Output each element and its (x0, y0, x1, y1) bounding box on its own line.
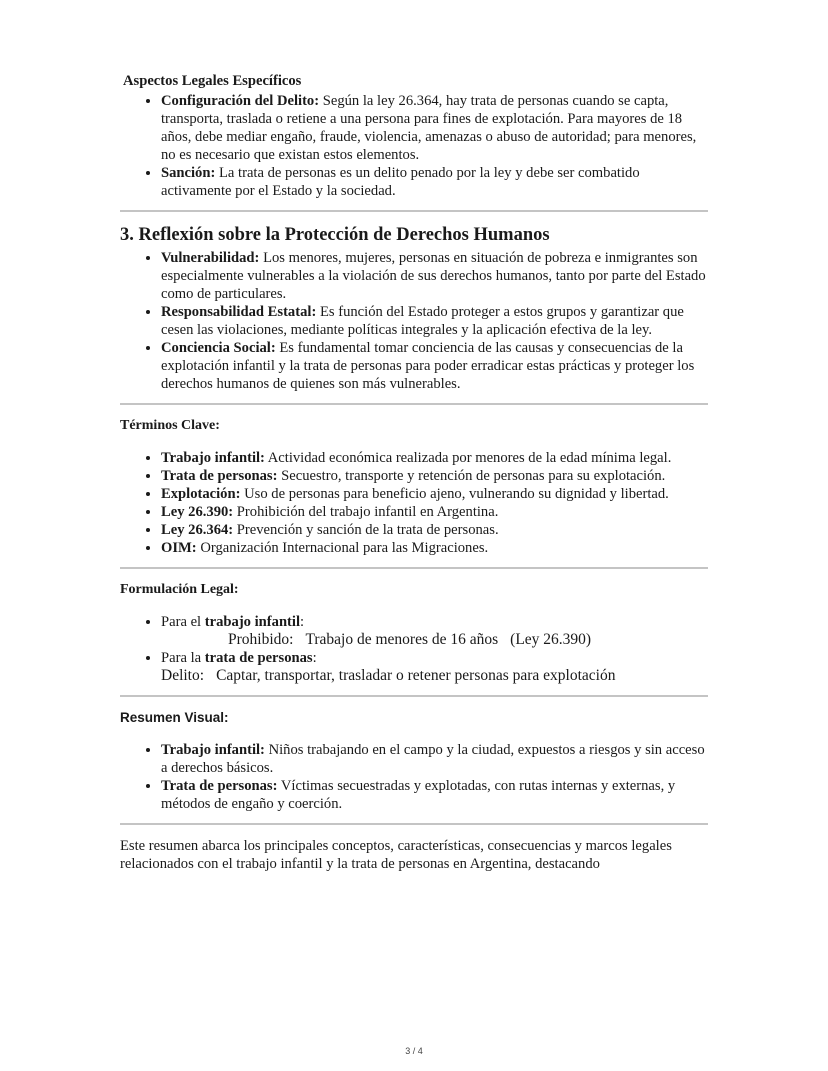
list-item: • Para el trabajo infantil: Prohibido: Trabajo de menores de 16 años (Ley 26.390) (161, 613, 708, 649)
legal-formulation-list (120, 613, 708, 685)
list-item: • Ley 26.364: Prevención y sanción de la trata de personas. (161, 521, 708, 539)
list-item: • Ley 26.390: Prohibición del trabajo infantil en Argentina. (161, 503, 708, 521)
list-item: • Vulnerabilidad: Los menores, mujeres, personas en situación de pobreza e inmigrantes son especialmente vulnerables a la violación de sus derechos humanos, tanto por parte del Estado como de particulares. (161, 249, 708, 303)
list-item: • Configuración del Delito: Según la ley 26.364, hay trata de personas cuando se capta, transporta, traslada o retiene a una persona para fines de explotación. Para mayores de 18 años, debe mediar engaño, fraude, violencia, amenazas o abuso de autoridad; para menores, no es necesario que existan estos elementos. (161, 92, 708, 164)
closing-paragraph: Este resumen abarca los principales conceptos, características, consecuencias y marcos legales relacionados con el trabajo infantil y la trata de personas en Argentina, destacando (120, 838, 672, 872)
list-item: • Trabajo infantil: Actividad económica realizada por menores de la edad mínima legal. (161, 449, 708, 467)
legal-aspects-list (120, 92, 708, 200)
page-number: 3 / 4 (405, 1046, 423, 1056)
list-item: • Sanción: La trata de personas es un delito penado por la ley y debe ser combatido activamente por el Estado y la sociedad. (161, 164, 708, 200)
divider (120, 403, 708, 405)
divider (120, 823, 708, 825)
legal-formulation-heading: Formulación Legal: (120, 582, 239, 597)
formula: Prohibido: Trabajo de menores de 16 años (Ley 26.390) (228, 631, 592, 648)
document-page (120, 72, 708, 873)
list-item: • Explotación: Uso de personas para beneficio ajeno, vulnerando su dignidad y libertad. (161, 485, 708, 503)
visual-summary-list (120, 741, 708, 813)
legal-aspects-heading: Aspectos Legales Específicos (123, 73, 302, 89)
list-item: • Responsabilidad Estatal: Es función del Estado proteger a estos grupos y garantizar que cesen las violaciones, mediante políticas integrales y la aplicación efectiva de la ley. (161, 303, 708, 339)
list-item: • Conciencia Social: Es fundamental tomar conciencia de las causas y consecuencias de la explotación infantil y la trata de personas para poder erradicar estas prácticas y proteger los derechos humanos de quienes son más vulnerables. (161, 339, 708, 393)
section-heading: 3. Reflexión sobre la Protección de Derechos Humanos (120, 225, 550, 245)
list-item: • OIM: Organización Internacional para las Migraciones. (161, 539, 708, 557)
divider (120, 210, 708, 212)
reflection-list (120, 249, 708, 393)
formula: Delito: Captar, transportar, trasladar o retener personas para explotación (161, 667, 616, 684)
divider (120, 567, 708, 569)
list-item: • Trabajo infantil: Niños trabajando en el campo y la ciudad, expuestos a riesgos y sin acceso a derechos básicos. (161, 741, 708, 777)
key-terms-list (120, 449, 708, 557)
divider (120, 695, 708, 697)
list-item: • Trata de personas: Víctimas secuestradas y explotadas, con rutas internas y externas, y métodos de engaño y coerción. (161, 777, 708, 813)
key-terms-heading: Términos Clave: (120, 418, 220, 433)
list-item: • Trata de personas: Secuestro, transporte y retención de personas para su explotación. (161, 467, 708, 485)
list-item: • Para la trata de personas: Delito: Captar, transportar, trasladar o retener personas para explotación (161, 649, 708, 685)
visual-summary-heading: Resumen Visual: (120, 710, 229, 725)
